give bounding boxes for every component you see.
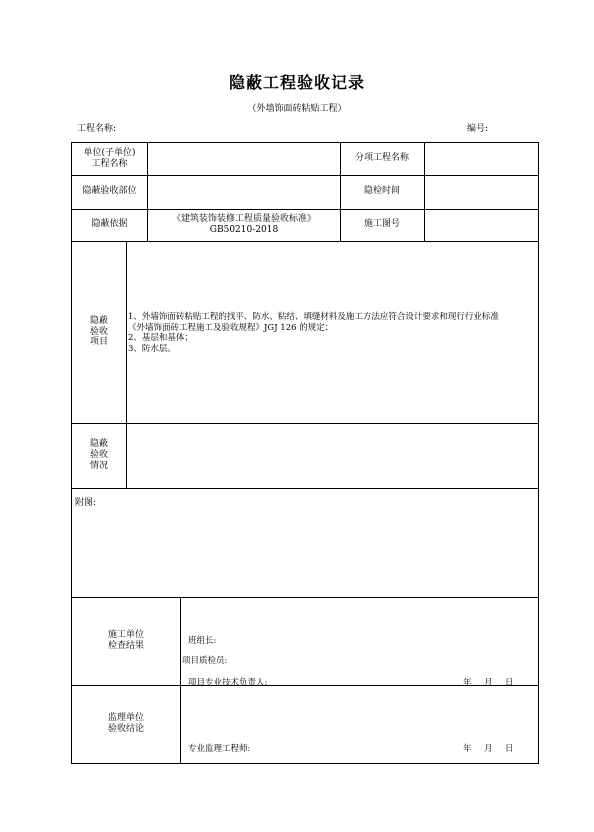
sub-project-name-label: 分项工程名称 xyxy=(354,153,409,164)
basis-label: 隐蔽依据 xyxy=(91,219,128,230)
items-content xyxy=(128,312,538,355)
items-label-line: 隐蔽 xyxy=(89,315,108,326)
items-label-line: 验收 xyxy=(89,326,108,337)
status-label-line: 验收 xyxy=(89,450,108,461)
basis-standard-name: 《建筑装饰装修工程质量验收标准》 xyxy=(171,213,316,224)
item-line: 2、基层和基体； xyxy=(128,333,193,344)
team-leader-label: 班组长: xyxy=(188,636,217,646)
construction-label-line1: 施工单位 xyxy=(107,629,144,640)
status-label xyxy=(72,423,126,488)
inspection-time-field[interactable] xyxy=(425,175,538,209)
hidden-part-field[interactable] xyxy=(148,175,340,209)
project-name-label: 工程名称: xyxy=(77,124,117,134)
item-line: 《外墙饰面砖工程施工及验收规程》JGJ 126 的规定； xyxy=(128,322,334,333)
item-line: 1、外墙饰面砖粘贴工程的找平、防水、粘结、填缝材料及施工方法应符合设计要求和现行行业标准 xyxy=(128,312,499,322)
sub-project-name-field[interactable] xyxy=(425,143,538,175)
date-month-label: 月 xyxy=(484,744,493,754)
inspection-time-label: 隐检时间 xyxy=(363,186,400,197)
construction-unit-label xyxy=(72,597,180,685)
drawing-number-label: 施工图号 xyxy=(363,219,400,230)
date-year-label: 年 xyxy=(463,678,472,688)
hidden-part-label: 隐蔽验收部位 xyxy=(82,186,137,197)
supervision-label-line2: 验收结论 xyxy=(107,724,144,734)
unit-project-name-label xyxy=(72,143,147,175)
items-label xyxy=(72,241,126,423)
supervision-label-line1: 监理单位 xyxy=(107,712,144,723)
supervision-unit-label xyxy=(72,685,180,763)
unit-project-name-field[interactable] xyxy=(148,143,340,175)
supervisor-label: 专业监理工程师: xyxy=(188,744,251,754)
status-label-line: 隐蔽 xyxy=(89,439,108,450)
column-divider xyxy=(180,597,181,763)
unit-label-line1: 单位(子单位) xyxy=(83,147,136,158)
date-year-label: 年 xyxy=(463,744,472,754)
status-field[interactable] xyxy=(127,424,538,488)
attachment-label: 附图: xyxy=(75,498,97,508)
attachment-area[interactable] xyxy=(72,489,538,597)
page-subtitle: （外墙饰面砖粘贴工程） xyxy=(247,104,347,114)
unit-label-line2: 工程名称 xyxy=(91,159,128,169)
tech-lead-label: 项目专业技术负责人: xyxy=(188,678,268,688)
items-label-line: 项目 xyxy=(89,337,108,348)
construction-label-line2: 检查结果 xyxy=(107,641,144,651)
drawing-number-field[interactable] xyxy=(425,209,538,241)
row-divider xyxy=(72,241,538,242)
page-title: 隐蔽工程验收记录 xyxy=(228,73,365,92)
item-line: 3、防水层。 xyxy=(128,343,176,354)
date-day-label: 日 xyxy=(505,678,514,688)
quality-inspector-label: 项目质检员: xyxy=(182,656,228,666)
serial-number-label: 编号: xyxy=(467,124,489,134)
inspection-form xyxy=(71,142,539,764)
basis-value xyxy=(148,209,340,241)
date-month-label: 月 xyxy=(484,678,493,688)
status-label-line: 情况 xyxy=(89,460,108,471)
basis-standard-code: GB50210-2018 xyxy=(209,225,279,235)
date-day-label: 日 xyxy=(505,744,514,754)
